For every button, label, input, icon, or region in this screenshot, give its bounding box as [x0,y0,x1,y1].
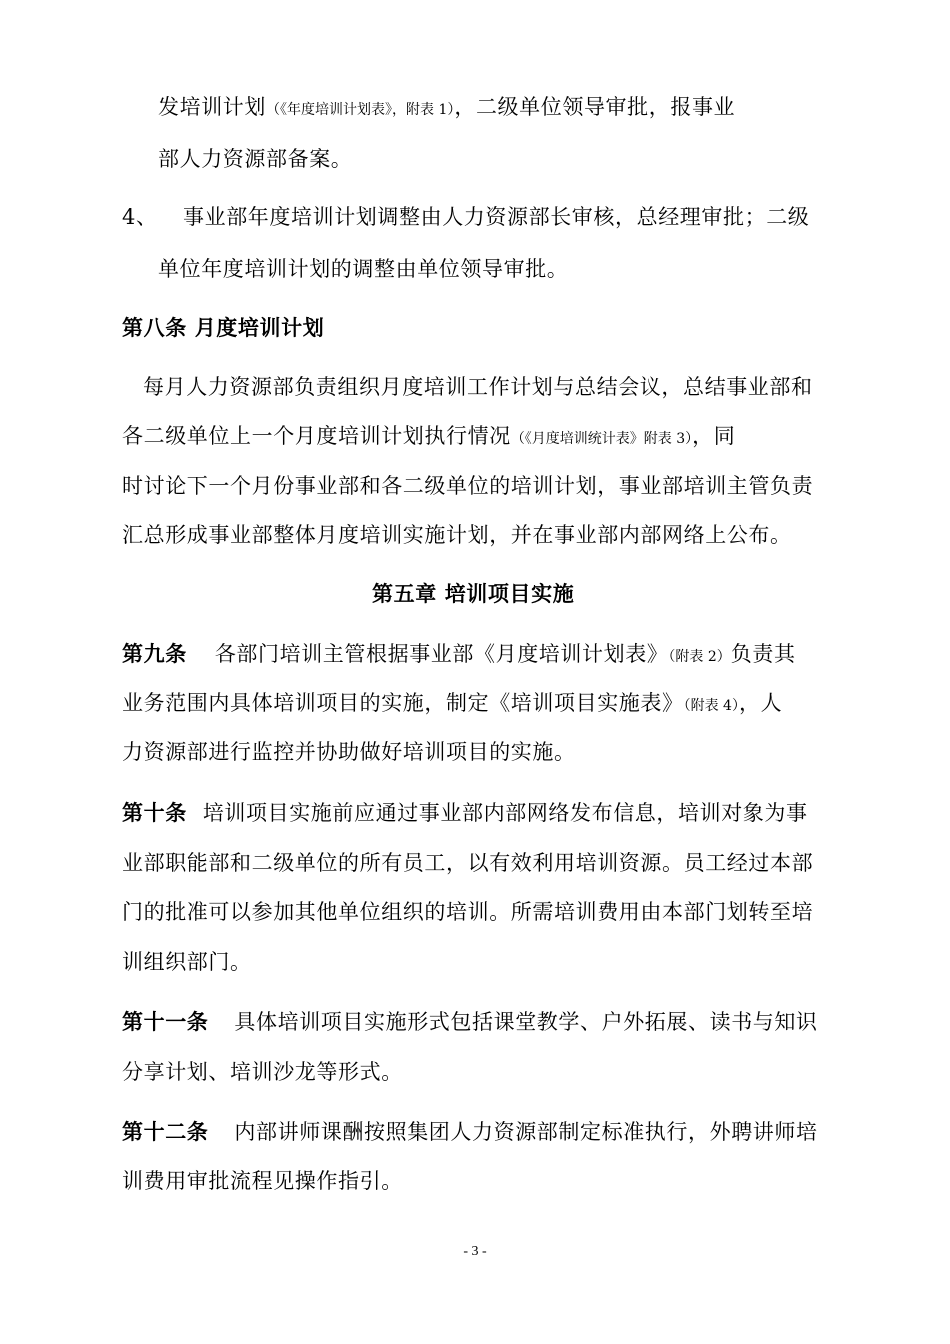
article-label: 第九条 [122,641,187,666]
paragraph-line: 每月人力资源部负责组织月度培训工作计划与总结会议，总结事业部和 [143,375,813,399]
text-segment: 具体培训项目实施形式包括课堂教学、户外拓展、读书与知识 [234,1010,818,1034]
paragraph-line: 训组织部门。 [122,950,252,974]
text-segment: 培训项目实施前应通过事业部内部网络发布信息，培训对象为事 [202,801,808,825]
chapter-title: 第五章 培训项目实施 [372,581,575,606]
article-label: 第十一条 [122,1009,209,1034]
paragraph-line: 时讨论下一个月份事业部和各二级单位的培训计划，事业部培训主管负责 [122,474,814,498]
text-segment: 负责其 [730,642,796,666]
text-segment: ，二级单位领导审批，报事业 [454,95,736,119]
paragraph-line: 分享计划、培训沙龙等形式。 [122,1060,403,1084]
list-item-number: 4、 [122,205,158,229]
text-segment-small: （附表 4） [683,698,739,714]
paragraph-line [122,641,796,670]
text-segment: ，人 [738,691,783,715]
text-segment-small: （《月度培训统计表》附表 3） [510,431,693,447]
paragraph-line: 部人力资源部备案。 [158,147,353,171]
article-title: 第八条 月度培训计划 [122,315,325,340]
paragraph-line [158,94,735,123]
paragraph-line: 训费用审批流程见操作指引。 [122,1169,403,1193]
paragraph-line [122,423,735,452]
paragraph-line: 力资源部进行监控并协助做好培训项目的实施。 [122,740,576,764]
paragraph-line: 业部职能部和二级单位的所有员工，以有效利用培训资源。员工经过本部 [122,851,814,875]
article-label: 第十条 [122,800,187,825]
text-segment: 发培训计划 [158,95,266,119]
paragraph-line: 门的批准可以参加其他单位组织的培训。所需培训费用由本部门划转至培 [122,900,814,924]
text-segment-small: （附表 2） [668,649,731,665]
paragraph-line [122,690,782,719]
text-segment: 业务范围内具体培训项目的实施，制定《培训项目实施表》 [122,691,684,715]
paragraph-line [122,1119,818,1145]
text-segment: 各二级单位上一个月度培训计划执行情况 [122,424,511,448]
paragraph-line: 事业部年度培训计划调整由人力资源部长审核，总经理审批；二级 [183,205,810,229]
text-segment: 内部讲师课酬按照集团人力资源部制定标准执行，外聘讲师培 [234,1120,818,1144]
page-number: - 3 - [463,1244,487,1259]
paragraph-line: 单位年度培训计划的调整由单位领导审批。 [158,257,569,281]
text-segment: ，同 [692,424,736,448]
paragraph-line: 汇总形成事业部整体月度培训实施计划，并在事业部内部网络上公布。 [122,523,792,547]
text-segment-small: （《年度培训计划表》，附表 1） [266,102,455,118]
text-segment: 各部门培训主管根据事业部《月度培训计划表》 [214,642,669,666]
paragraph-line [122,800,808,826]
article-label: 第十二条 [122,1119,209,1144]
paragraph-line [122,1009,818,1035]
